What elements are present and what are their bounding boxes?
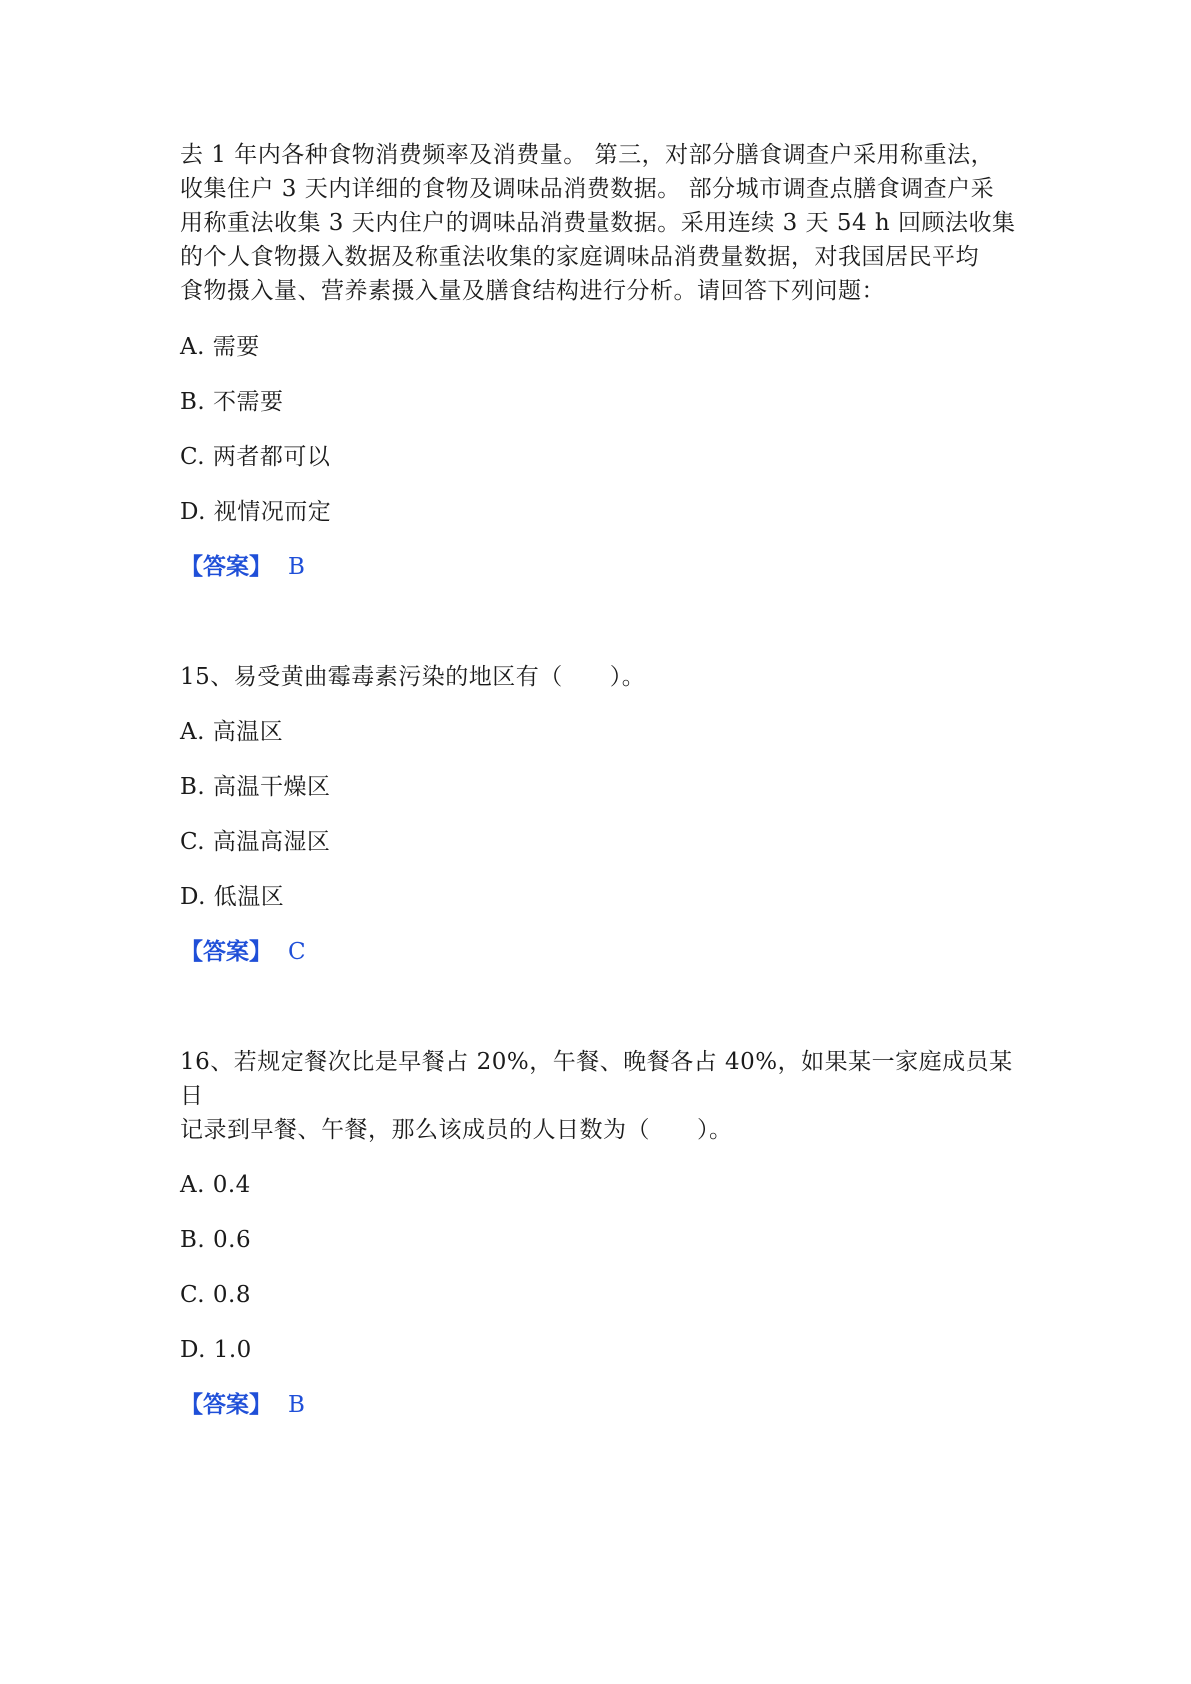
option-a: A. 高温区	[180, 719, 284, 745]
answer-value: B	[288, 1392, 305, 1418]
document-page	[180, 138, 1020, 1422]
answer-label: 【答案】	[180, 553, 272, 580]
intro-line: 用称重法收集 3 天内住户的调味品消费量数据。采用连续 3 天 54 h 回顾法收集	[180, 210, 1016, 236]
answer-line	[180, 550, 1020, 584]
option-c: C. 0.8	[180, 1282, 251, 1308]
option-a: A. 0.4	[180, 1172, 251, 1198]
intro-line: 收集住户 3 天内详细的食物及调味品消费数据。 部分城市调查点膳食调查户采	[180, 176, 995, 202]
question-15: 15、易受黄曲霉毒素污染的地区有（ ）。	[180, 664, 646, 690]
option-b: B. 不需要	[180, 389, 284, 415]
question-line: 16、若规定餐次比是早餐占 20%，午餐、晚餐各占 40%，如果某一家庭成员某日	[180, 1049, 1013, 1109]
option-c: C. 两者都可以	[180, 444, 331, 470]
answer-value: B	[288, 554, 305, 580]
option-d: D. 低温区	[180, 884, 285, 910]
answer-line	[180, 935, 1020, 969]
answer-label: 【答案】	[180, 938, 272, 965]
option-c: C. 高温高湿区	[180, 829, 331, 855]
intro-line: 去 1 年内各种食物消费频率及消费量。 第三，对部分膳食调查户采用称重法，	[180, 142, 995, 168]
question-line: 记录到早餐、午餐，那么该成员的人日数为（ ）。	[180, 1117, 733, 1143]
option-a: A. 需要	[180, 334, 260, 360]
option-b: B. 高温干燥区	[180, 774, 331, 800]
answer-label: 【答案】	[180, 1391, 272, 1418]
answer-value: C	[288, 939, 306, 965]
intro-line: 的个人食物摄入数据及称重法收集的家庭调味品消费量数据，对我国居民平均	[180, 244, 979, 270]
option-d: D. 1.0	[180, 1337, 252, 1363]
answer-line	[180, 1388, 1020, 1422]
option-b: B. 0.6	[180, 1227, 252, 1253]
question-16	[180, 1045, 1020, 1147]
option-d: D. 视情况而定	[180, 499, 332, 525]
intro-line: 食物摄入量、营养素摄入量及膳食结构进行分析。请回答下列问题：	[180, 278, 885, 304]
intro-paragraph	[180, 138, 1020, 308]
